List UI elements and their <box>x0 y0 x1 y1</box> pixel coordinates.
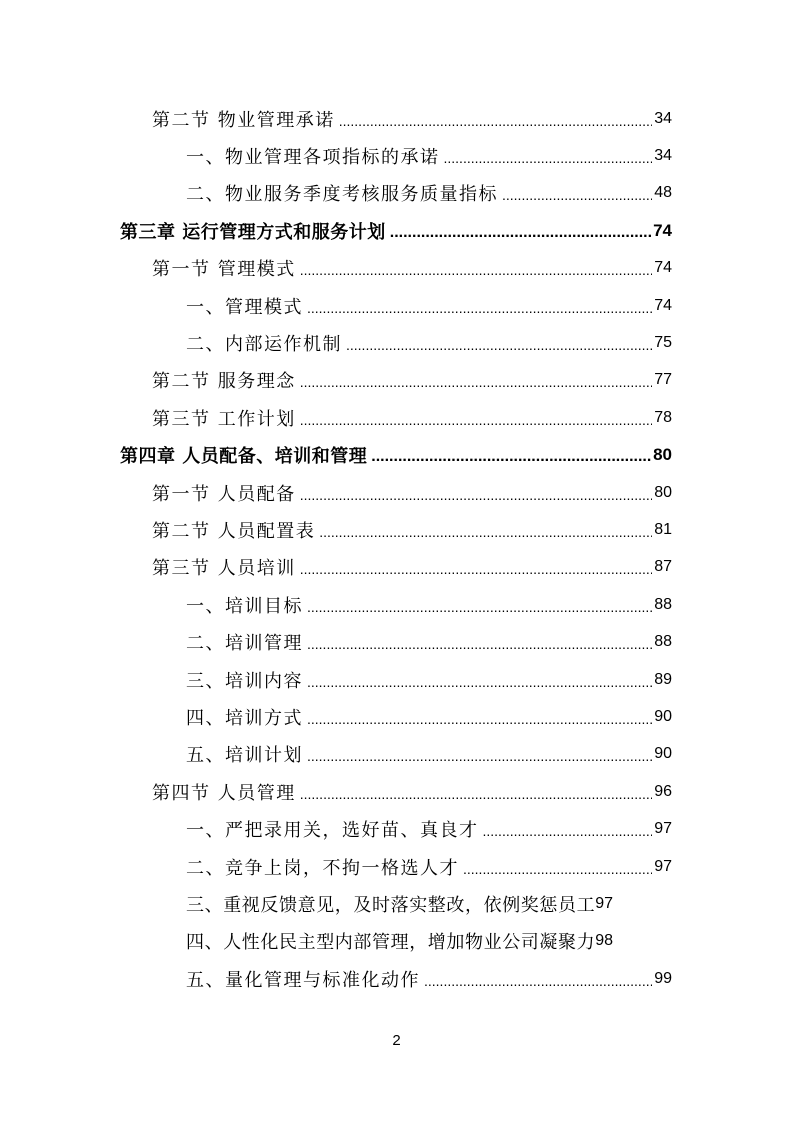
toc-entry[interactable] <box>186 960 672 997</box>
toc-entry-page: 88 <box>654 633 672 651</box>
toc-entry-page: 90 <box>654 707 672 725</box>
toc-entry-title: 第二节 人员配置表 <box>152 520 316 542</box>
toc-dot-leader <box>463 861 652 877</box>
toc-dot-leader <box>307 599 652 615</box>
toc-entry-page: 74 <box>654 296 672 314</box>
toc-dot-leader <box>319 524 652 540</box>
toc-entry-page: 34 <box>654 146 672 164</box>
toc-entry-title: 第二节 物业管理承诺 <box>152 109 335 131</box>
toc-entry-page: 97 <box>654 857 672 875</box>
toc-entry-page: 96 <box>654 782 672 800</box>
toc-entry[interactable] <box>186 736 672 773</box>
toc-dot-leader <box>307 300 652 316</box>
toc-entry[interactable] <box>186 287 672 324</box>
toc-entry[interactable] <box>152 549 672 586</box>
toc-dot-leader <box>483 823 653 839</box>
toc-entry[interactable] <box>152 100 672 137</box>
toc-entry-page: 97 <box>595 894 613 912</box>
toc-entry-title: 第一节 管理模式 <box>152 259 296 281</box>
toc-entry[interactable] <box>152 511 672 548</box>
toc-entry-title: 第二节 服务理念 <box>152 371 296 393</box>
toc-entry[interactable] <box>186 324 672 361</box>
toc-entry-page: 98 <box>595 932 613 950</box>
toc-entry[interactable] <box>186 175 672 212</box>
toc-entry-page: 80 <box>654 483 672 501</box>
toc-dot-leader <box>390 224 651 242</box>
toc-entry[interactable] <box>186 661 672 698</box>
toc-entry-page: 89 <box>654 670 672 688</box>
toc-entry[interactable] <box>152 250 672 287</box>
toc-entry-page: 88 <box>654 595 672 613</box>
toc-entry[interactable] <box>186 698 672 735</box>
toc-entry-title: 一、物业管理各项指标的承诺 <box>186 146 440 168</box>
toc-entry[interactable] <box>186 624 672 661</box>
toc-chapter-entry[interactable] <box>120 437 672 474</box>
toc-entry[interactable] <box>186 811 672 848</box>
toc-dot-leader <box>444 150 653 166</box>
toc-entry[interactable] <box>186 137 672 174</box>
toc-entry[interactable] <box>152 399 672 436</box>
toc-dot-leader <box>339 113 652 129</box>
toc-entry[interactable] <box>152 474 672 511</box>
toc-entry-page: 81 <box>654 520 672 538</box>
toc-entry-title: 第一节 人员配备 <box>152 483 296 505</box>
toc-entry-title: 第三章 运行管理方式和服务计划 <box>120 221 386 243</box>
toc-entry-title: 一、严把录用关，选好苗、真良才 <box>186 820 479 842</box>
toc-entry-page: 77 <box>654 371 672 389</box>
toc-entry-title: 五、量化管理与标准化动作 <box>186 969 420 991</box>
toc-dot-leader <box>307 674 652 690</box>
toc-entry-page: 97 <box>654 820 672 838</box>
toc-entry-page: 74 <box>654 259 672 277</box>
toc-entry-title: 三、培训内容 <box>186 670 303 692</box>
toc-entry-title: 一、管理模式 <box>186 296 303 318</box>
toc-dot-leader <box>371 448 651 466</box>
toc-dot-leader <box>307 711 652 727</box>
toc-entry-page: 80 <box>653 445 672 465</box>
toc-entry-title: 第四章 人员配备、培训和管理 <box>120 446 368 468</box>
toc-entry[interactable] <box>186 848 672 885</box>
toc-entry-title: 二、竞争上岗，不拘一格选人才 <box>186 857 459 879</box>
toc-dot-leader <box>424 973 652 989</box>
toc-dot-leader <box>300 374 652 390</box>
toc-entry-title: 四、人性化民主型内部管理，增加物业公司凝聚力 <box>186 932 596 954</box>
toc-entry-page: 99 <box>654 969 672 987</box>
toc-entry-title: 第四节 人员管理 <box>152 782 296 804</box>
toc-dot-leader <box>300 786 652 802</box>
toc-entry-title: 三、重视反馈意见，及时落实整改，依例奖惩员工 <box>186 894 596 916</box>
toc-entry-page: 34 <box>654 109 672 127</box>
toc-entry-page: 90 <box>654 745 672 763</box>
toc-entry-page: 74 <box>653 220 672 240</box>
toc-dot-leader <box>307 636 652 652</box>
toc-entry-title: 二、物业服务季度考核服务质量指标 <box>186 184 498 206</box>
toc-entry-page: 48 <box>654 184 672 202</box>
toc-entry-title: 二、培训管理 <box>186 633 303 655</box>
toc-entry-title: 第三节 人员培训 <box>152 558 296 580</box>
toc-entry[interactable] <box>186 586 672 623</box>
toc-entry[interactable] <box>152 362 672 399</box>
toc-entry[interactable] <box>152 773 672 810</box>
toc-chapter-entry[interactable] <box>120 212 672 249</box>
page-number: 2 <box>392 1032 401 1049</box>
toc-entry-title: 四、培训方式 <box>186 707 303 729</box>
toc-entry[interactable] <box>186 923 672 960</box>
toc-dot-leader <box>300 412 652 428</box>
toc-entry-page: 75 <box>654 333 672 351</box>
toc-entry[interactable] <box>186 885 672 922</box>
toc-entry-page: 87 <box>654 558 672 576</box>
toc-entry-title: 一、培训目标 <box>186 595 303 617</box>
toc-dot-leader <box>300 561 652 577</box>
toc-entry-page: 78 <box>654 408 672 426</box>
toc-dot-leader <box>346 337 652 353</box>
toc-dot-leader <box>307 748 652 764</box>
toc-dot-leader <box>300 262 652 278</box>
toc-dot-leader <box>502 187 652 203</box>
toc-entry-title: 第三节 工作计划 <box>152 408 296 430</box>
toc-dot-leader <box>300 487 652 503</box>
toc-entry-title: 五、培训计划 <box>186 745 303 767</box>
toc-entry-title: 二、内部运作机制 <box>186 333 342 355</box>
